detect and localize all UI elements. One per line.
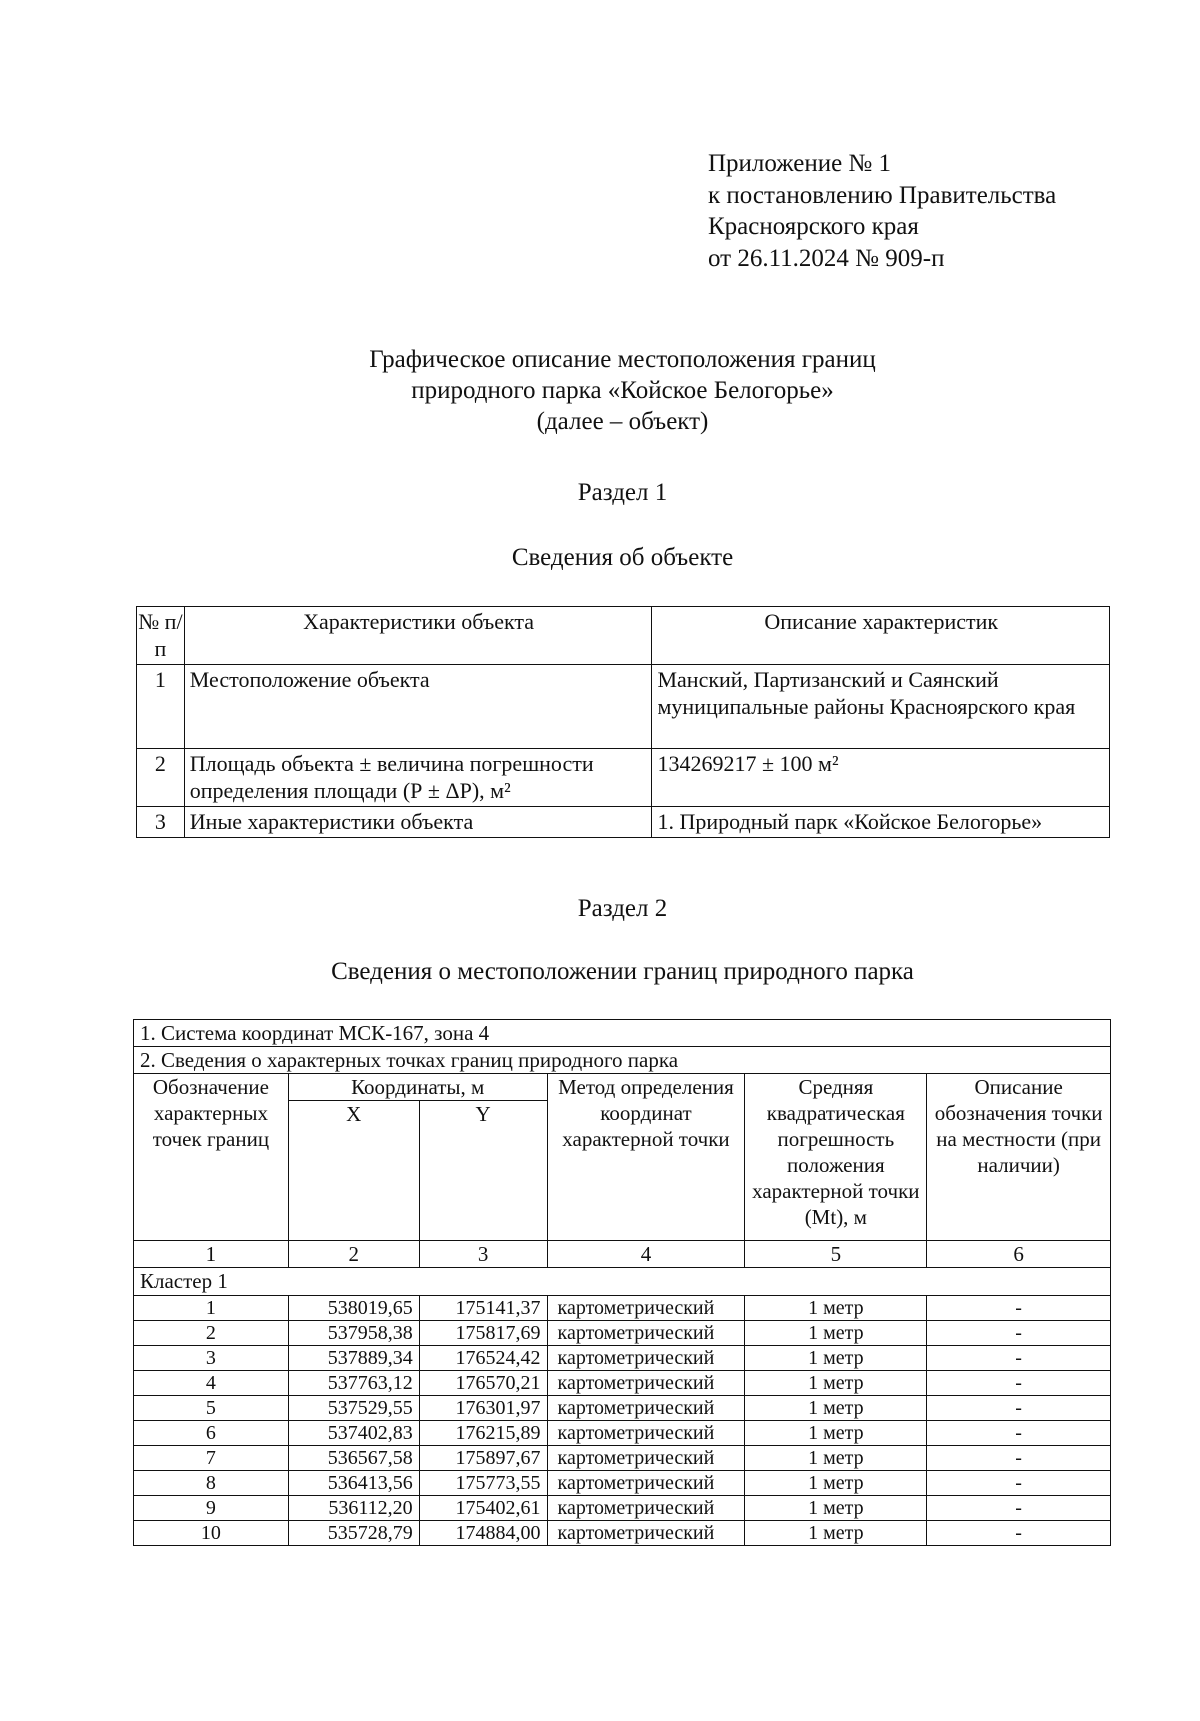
point-method: картометрический [547,1471,745,1496]
point-method: картометрический [547,1296,745,1321]
point-x: 537763,12 [288,1371,419,1396]
point-error: 1 метр [745,1521,927,1546]
header-description: Описание характеристик [652,607,1110,665]
point-y: 176215,89 [419,1421,547,1446]
column-number: 1 [134,1241,289,1268]
cluster-row [134,1268,1111,1296]
header-designation: Обозначение характерных точек границ [134,1074,289,1241]
point-error: 1 метр [745,1446,927,1471]
point-description: - [927,1321,1111,1346]
point-description: - [927,1446,1111,1471]
point-x: 538019,65 [288,1296,419,1321]
table-row [134,1371,1111,1396]
point-description: - [927,1346,1111,1371]
column-number: 3 [419,1241,547,1268]
point-y: 174884,00 [419,1521,547,1546]
point-y: 175402,61 [419,1496,547,1521]
document-title [0,344,1200,437]
coordinate-system: 1. Система координат МСК-167, зона 4 [134,1020,1111,1047]
point-y: 176570,21 [419,1371,547,1396]
table-row [137,807,1110,838]
column-number: 6 [927,1241,1111,1268]
column-number: 4 [547,1241,745,1268]
header-x: X [288,1101,419,1241]
point-method: картометрический [547,1321,745,1346]
point-method: картометрический [547,1396,745,1421]
header-description: Описание обозначения точки на местности (при наличии) [927,1074,1111,1241]
table-row [137,665,1110,749]
point-y: 175141,37 [419,1296,547,1321]
row-num: 2 [137,749,185,807]
row-characteristic: Местоположение объекта [184,665,652,749]
row-num: 3 [137,807,185,838]
point-error: 1 метр [745,1496,927,1521]
column-number: 2 [288,1241,419,1268]
header-error: Средняя квадратическая погрешность положения характерной точки (Mt), м [745,1074,927,1241]
table-row [134,1321,1111,1346]
table-row [134,1521,1111,1546]
points-info-row [134,1047,1111,1074]
table-row [134,1296,1111,1321]
point-y: 176524,42 [419,1346,547,1371]
annex-line: от 26.11.2024 № 909-п [708,244,945,272]
point-error: 1 метр [745,1371,927,1396]
section1-heading: Раздел 1 [577,479,668,506]
point-description: - [927,1396,1111,1421]
annex-line: к постановлению Правительства [708,181,1057,209]
points-info: 2. Сведения о характерных точках границ природного парка [134,1047,1111,1074]
point-x: 537889,34 [288,1346,419,1371]
point-number: 6 [134,1421,289,1446]
column-number: 5 [745,1241,927,1268]
point-number: 5 [134,1396,289,1421]
point-x: 536413,56 [288,1471,419,1496]
title-line: природного парка «Койское Белогорье» [411,377,834,404]
points-body [134,1296,1111,1546]
point-number: 8 [134,1471,289,1496]
point-x: 537529,55 [288,1396,419,1421]
header-characteristic: Характеристики объекта [184,607,652,665]
point-description: - [927,1296,1111,1321]
point-number: 7 [134,1446,289,1471]
point-number: 10 [134,1521,289,1546]
point-method: картометрический [547,1496,745,1521]
point-number: 9 [134,1496,289,1521]
point-error: 1 метр [745,1321,927,1346]
table-row [137,749,1110,807]
point-y: 175897,67 [419,1446,547,1471]
row-description: Манский, Партизанский и Саянский муниципальные районы Красноярского края [652,665,1110,749]
cluster-label: Кластер 1 [134,1268,1111,1296]
point-x: 536112,20 [288,1496,419,1521]
header-method: Метод определения координат характерной точки [547,1074,745,1241]
column-number-row [134,1241,1111,1268]
point-x: 536567,58 [288,1446,419,1471]
object-info-table [136,606,1110,838]
section2-heading: Раздел 2 [577,895,668,922]
title-line: Графическое описание местоположения границ [369,346,876,373]
point-error: 1 метр [745,1346,927,1371]
point-x: 535728,79 [288,1521,419,1546]
table-row [134,1471,1111,1496]
section2-subheading: Сведения о местоположении границ природного парка [331,958,914,985]
row-characteristic: Площадь объекта ± величина погрешности определения площади (Р ± ΔР), м² [184,749,652,807]
annex-block [708,148,1056,274]
point-method: картометрический [547,1371,745,1396]
table-row [134,1446,1111,1471]
point-error: 1 метр [745,1296,927,1321]
section1-subheading: Сведения об объекте [511,544,734,571]
header-coordinates: Координаты, м [288,1074,547,1101]
point-description: - [927,1421,1111,1446]
row-description: 134269217 ± 100 м² [652,749,1110,807]
point-description: - [927,1371,1111,1396]
header-num: № п/п [137,607,185,665]
point-x: 537958,38 [288,1321,419,1346]
point-method: картометрический [547,1446,745,1471]
point-error: 1 метр [745,1471,927,1496]
point-y: 175773,55 [419,1471,547,1496]
point-error: 1 метр [745,1421,927,1446]
point-number: 4 [134,1371,289,1396]
table-row [134,1346,1111,1371]
point-x: 537402,83 [288,1421,419,1446]
table-header-row [134,1074,1111,1101]
system-row [134,1020,1111,1047]
table-row [134,1496,1111,1521]
title-line: (далее – объект) [536,408,709,435]
point-description: - [927,1496,1111,1521]
point-description: - [927,1471,1111,1496]
annex-line: Красноярского края [708,213,919,240]
row-description: 1. Природный парк «Койское Белогорье» [652,807,1110,838]
row-num: 1 [137,665,185,749]
point-error: 1 метр [745,1396,927,1421]
point-method: картометрический [547,1521,745,1546]
table-row [134,1421,1111,1446]
table-header-row [137,607,1110,665]
point-number: 3 [134,1346,289,1371]
table-row [134,1396,1111,1421]
point-description: - [927,1521,1111,1546]
point-method: картометрический [547,1346,745,1371]
point-number: 1 [134,1296,289,1321]
annex-line: Приложение № 1 [708,150,892,177]
header-y: Y [419,1101,547,1241]
point-number: 2 [134,1321,289,1346]
point-method: картометрический [547,1421,745,1446]
point-y: 176301,97 [419,1396,547,1421]
boundary-points-table [133,1019,1111,1546]
row-characteristic: Иные характеристики объекта [184,807,652,838]
point-y: 175817,69 [419,1321,547,1346]
